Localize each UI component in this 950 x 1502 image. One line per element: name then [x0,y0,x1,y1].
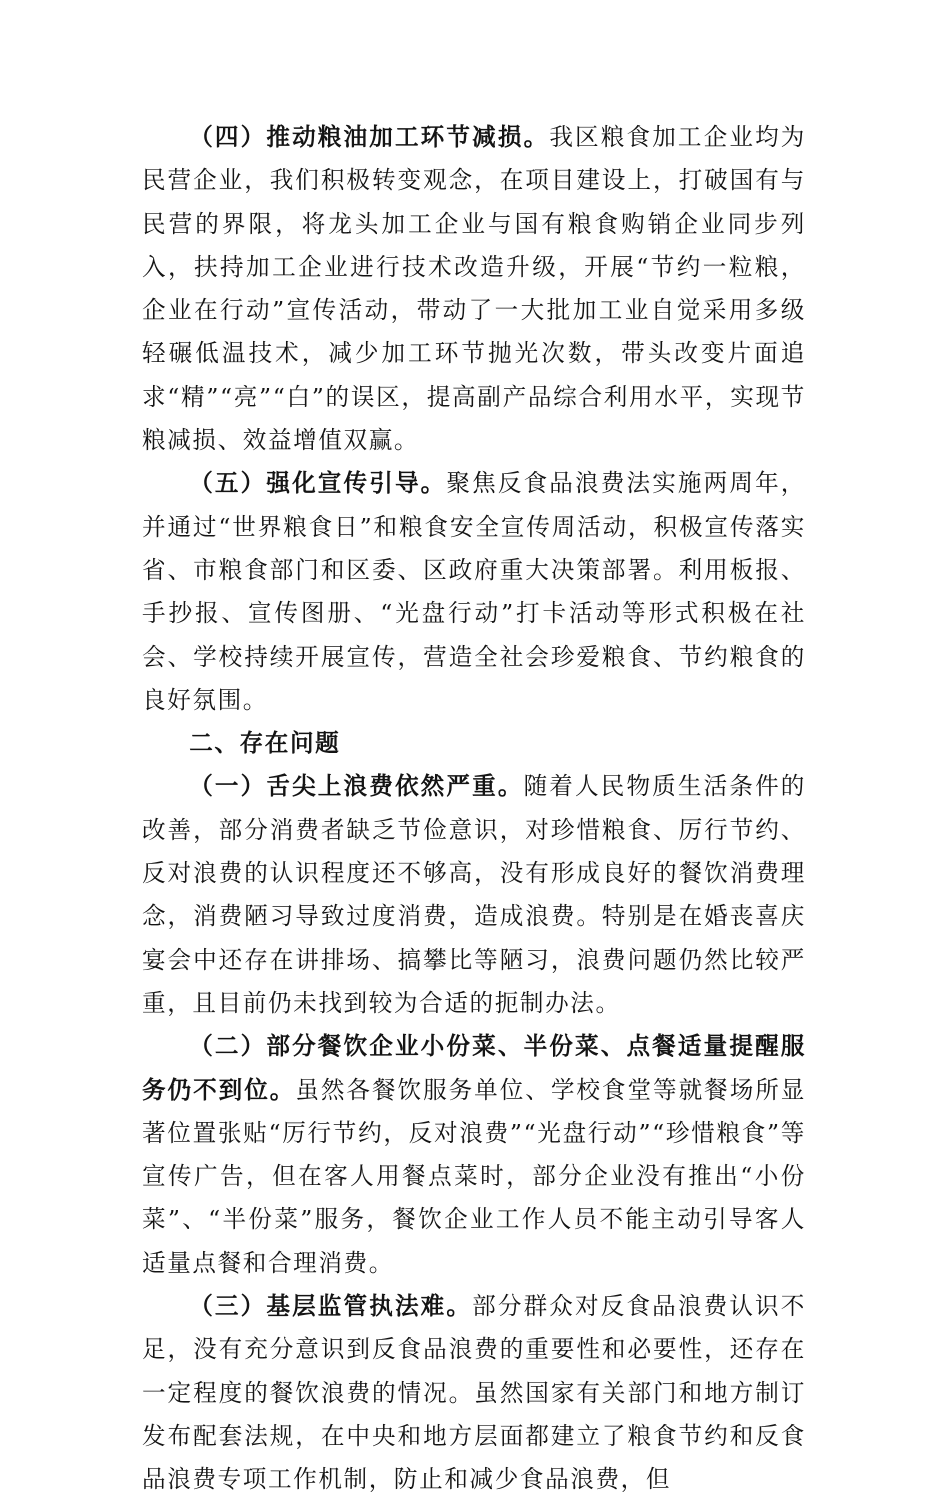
problem-3 [142,1285,806,1501]
problem-2-lead: （二）部分餐饮企业小份菜、半份菜、点餐适量提醒服务仍不到位。 [142,1032,806,1104]
document-body [142,116,806,1502]
paragraph-4-lead: （四）推动粮油加工环节减损。 [189,123,550,151]
paragraph-5-lead: （五）强化宣传引导。 [189,469,447,498]
problem-2-body: 虽然各餐饮服务单位、学校食堂等就餐场所显著位置张贴“厉行节约，反对浪费”“光盘行动”“珍惜粮食”等宣传广告，但在客人用餐点菜时，部分企业没有推出“小份菜”、“半份菜”服务，餐饮企业工作人员不能主动引导客人适量点餐和合理消费。 [142,1075,806,1277]
paragraph-5-body: 聚焦反食品浪费法实施两周年，并通过“世界粮食日”和粮食安全宣传周活动，积极宣传落实省、市粮食部门和区委、区政府重大决策部署。利用板报、手抄报、宣传图册、“光盘行动”打卡活动等形式积极在社会、学校持续开展宣传，营造全社会珍爱粮食、节约粮食的良好氛围。 [142,469,807,714]
problem-1 [142,765,806,1025]
problem-3-lead: （三）基层监管执法难。 [189,1292,473,1321]
paragraph-4-body: 我区粮食加工企业均为民营企业，我们积极转变观念，在项目建设上，打破国有与民营的界限，将龙头加工企业与国有粮食购销企业同步列入，扶持加工企业进行技术改造升级，开展“节约一粒粮，企业在行动”宣传活动，带动了一大批加工业自觉采用多级轻碾低温技术，减少加工环节抛光次数，带头改变片面追求“精”“亮”“白”的误区，提高副产品综合利用水平，实现节粮减损、效益增值双赢。 [142,123,807,455]
problem-1-lead: （一）舌尖上浪费依然严重。 [189,772,524,801]
problem-3-body: 部分群众对反食品浪费认识不足，没有充分意识到反食品浪费的重要性和必要性，还存在一定程度的餐饮浪费的情况。虽然国家有关部门和地方制订发布配套法规，在中央和地方层面都建立了粮食节约和反食品浪费专项工作机制，防止和减少食品浪费，但 [142,1292,806,1494]
problem-1-body: 随着人民物质生活条件的改善，部分消费者缺乏节俭意识，对珍惜粮食、厉行节约、反对浪费的认识程度还不够高，没有形成良好的餐饮消费理念，消费陋习导致过度消费，造成浪费。特别是在婚丧喜庆宴会中还存在讲排场、搞攀比等陋习，浪费问题仍然比较严重，且目前仍未找到较为合适的扼制办法。 [142,772,806,1017]
problem-2 [142,1025,806,1285]
paragraph-4 [142,116,806,462]
paragraph-5 [142,462,806,722]
section-heading: 二、存在问题 [189,729,341,758]
